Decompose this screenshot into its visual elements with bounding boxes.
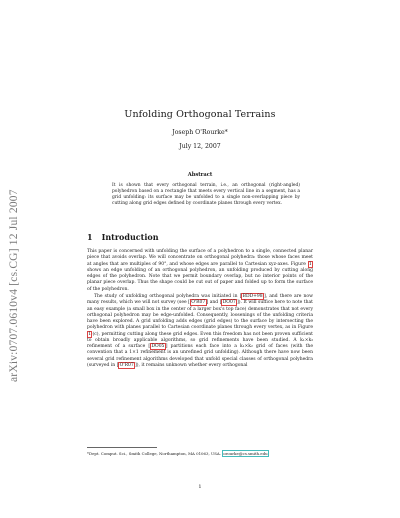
abstract-text: It is shown that every orthogonal terrain, i.e., an orthogonal (right-angled) polyhedron based on a rectangle that meets every vertical line in a segment, has a grid unfolding: its surface may be unfolded to a single non-overlapping piece by cutting along grid edges defined by coordinate planes through every vertex. — [112, 183, 300, 207]
citation-link[interactable]: DO07 — [222, 300, 236, 306]
paragraph-text: (c), permitting cutting along these grid edges. Even this freedom has not been proven sufficient to obtain broadly applicable algorithms, so grid refinements have been studied. A k₁×k₂ refinement of a surface [ — [87, 331, 313, 350]
footnote-text: *Dept. Comput. Sci., Smith College, Northampton, MA 01063, USA. — [87, 451, 223, 456]
footnote — [87, 451, 313, 456]
citation-link[interactable]: O'R07 — [191, 300, 206, 306]
section-number: 1 — [87, 232, 93, 242]
page-number: 1 — [198, 484, 202, 490]
citation-link[interactable]: BDD+98 — [242, 294, 263, 300]
paragraph-text: This paper is concerned with unfolding the surface of a polyhedron to a single, connected planar piece that avoids overlap. We will concentrate on orthogonal polyhedra: those whose faces meet at angles that are multiples of 90°, and whose edges are parallel to Cartesian xyz-axes. Figure — [87, 249, 313, 267]
citation-link[interactable]: O'R07 — [119, 362, 134, 368]
paragraph-text: ]), it remains unknown whether every orthogonal — [135, 362, 248, 368]
paragraph-text: ] and [ — [206, 300, 222, 306]
paper-author: Joseph O'Rourke* — [172, 129, 228, 136]
arxiv-identifier-stamp: arXiv:0707.0610v4 [cs.CG] 12 Jul 2007 — [8, 189, 20, 382]
paragraph-text: ] partitions each face into a k₁×k₂ grid of faces (with the convention that a 1×1 refinement is an unrefined grid unfolding). Although there have now been several grid refinement algorithms developed that unfold special classes of orthogonal polyhedra (surveyed in [ — [87, 344, 313, 368]
paper-date: July 12, 2007 — [179, 143, 221, 150]
section-heading — [87, 232, 159, 242]
paragraph-1 — [87, 249, 313, 293]
paragraph-2 — [87, 294, 313, 369]
paragraph-text: ]). It will suffice here to note that an easy example (a small box in the center of a larger box's top face) demonstrates that not every orthogonal polyhedron may be edge-unfolded. Consequently, loosenings of the unfolding criteria have been explored. A grid unfolding adds edges (grid edges) to the surface by intersecting the polyhedron with planes parallel to Cartesian coordinate planes through every vertex, as in Figure — [87, 300, 313, 331]
paragraph-text: ], and there are now many results, which we will not survey (see [ — [87, 294, 313, 306]
paragraph-text: The study of unfolding orthogonal polyhedra was initiated in [ — [94, 294, 242, 300]
footnote-rule — [87, 447, 157, 448]
body-text — [87, 249, 313, 369]
abstract-heading: Abstract — [187, 172, 213, 178]
figure-reference-link[interactable]: 1 — [88, 331, 92, 337]
paragraph-text: shows an edge unfolding of an orthogonal polyhedron, an unfolding produced by cutting along edges of the polyhedron. Note that we permit boundary overlap, but no interior points of the planar piece overlap. Thus the shape could be cut out of paper and folded up to form the surface of the polyhedron. — [87, 267, 313, 292]
figure-reference-link[interactable]: 1 — [308, 261, 312, 267]
citation-link[interactable]: DO05 — [151, 344, 165, 350]
email-link[interactable]: orourke@cs.smith.edu — [223, 451, 268, 456]
section-title: Introduction — [101, 232, 159, 242]
paper-title: Unfolding Orthogonal Terrains — [124, 109, 276, 120]
